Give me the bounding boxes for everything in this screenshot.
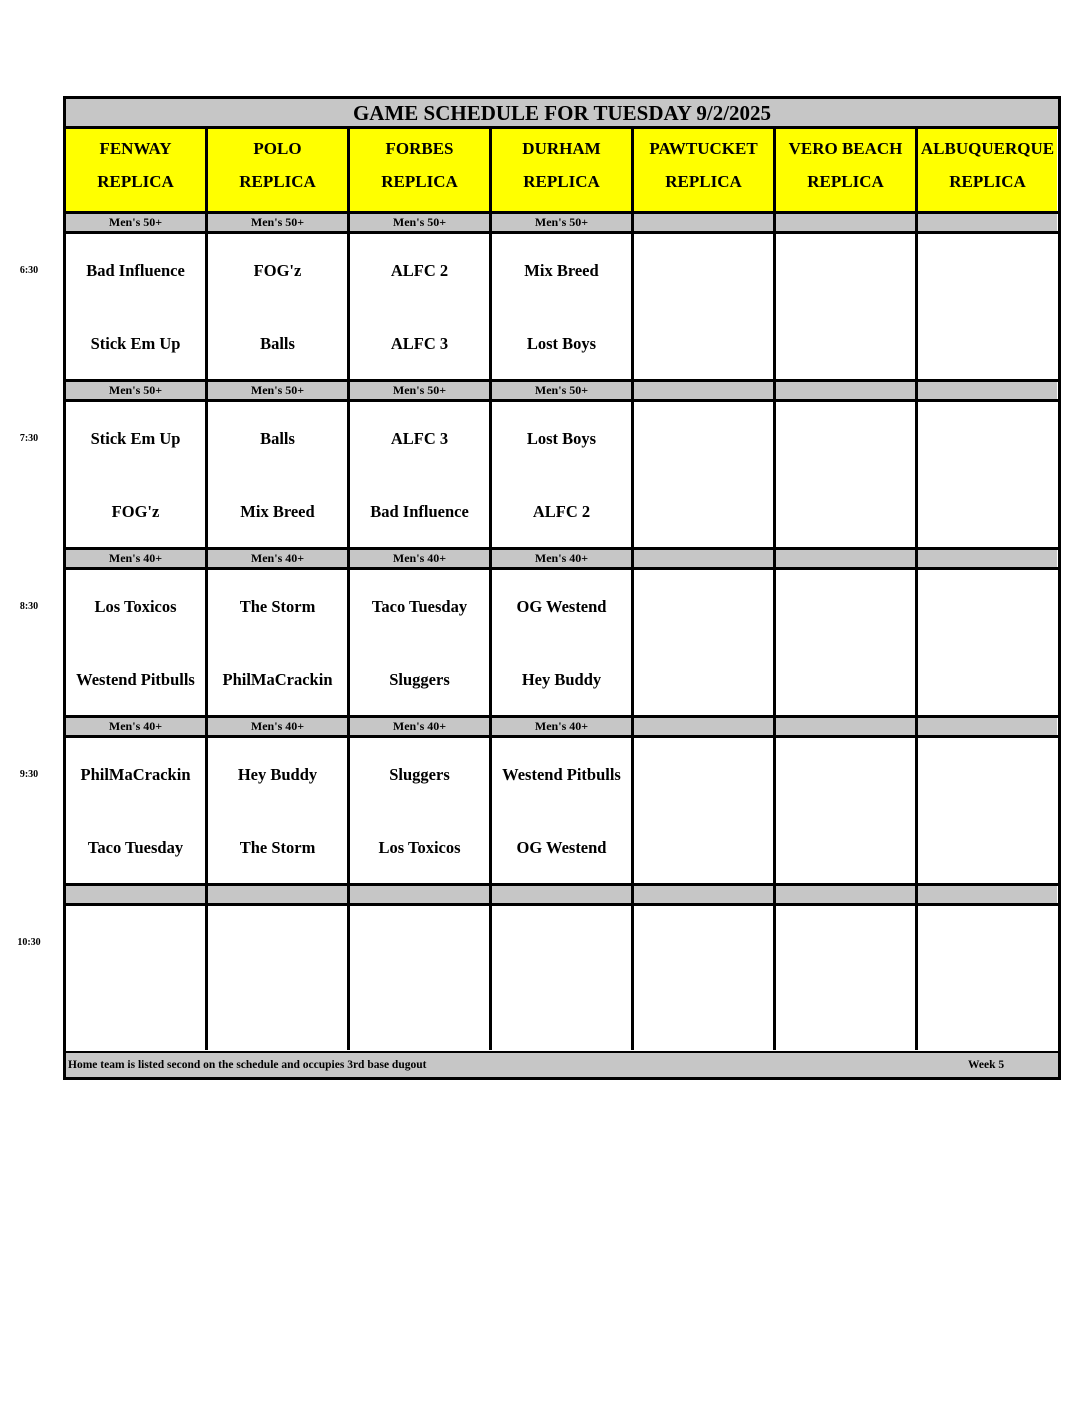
away-team: ALFC 2 (390, 261, 449, 280)
home-team: Hey Buddy (521, 670, 602, 689)
field-subtitle: REPLICA (523, 172, 600, 191)
division-label: Men's 40+ (66, 718, 205, 735)
home-team: ALFC 2 (532, 502, 591, 521)
home-team: Los Toxicos (378, 838, 461, 857)
game-cell (634, 570, 773, 715)
home-team: Mix Breed (240, 502, 315, 521)
division-label (634, 550, 773, 567)
division-label (776, 382, 915, 399)
game-cell (634, 738, 773, 883)
away-team: Bad Influence (86, 261, 185, 280)
game-cell (492, 906, 631, 1051)
game-cell (350, 906, 489, 1051)
field-header-5 (634, 129, 773, 211)
division-label: Men's 50+ (66, 214, 205, 231)
column-divider (489, 129, 492, 1050)
home-team: FOG'z (111, 502, 160, 521)
home-team: Taco Tuesday (87, 838, 184, 857)
game-cell (208, 234, 347, 379)
division-label (634, 886, 773, 903)
division-label: Men's 40+ (492, 718, 631, 735)
time-label: 8:30 (19, 601, 39, 612)
away-team: OG Westend (516, 597, 607, 616)
away-team: Mix Breed (524, 261, 599, 280)
game-cell (492, 234, 631, 379)
away-team: PhilMaCrackin (80, 765, 191, 784)
field-subtitle: REPLICA (807, 172, 884, 191)
game-cell (208, 906, 347, 1051)
division-label (66, 886, 205, 903)
division-label (918, 886, 1057, 903)
game-cell (350, 738, 489, 883)
column-divider (773, 129, 776, 1050)
division-label: Men's 40+ (208, 718, 347, 735)
field-header-4 (492, 129, 631, 211)
home-team: Lost Boys (526, 334, 597, 353)
game-cell (208, 738, 347, 883)
field-header-1 (66, 129, 205, 211)
division-label: Men's 40+ (66, 550, 205, 567)
division-label: Men's 50+ (350, 214, 489, 231)
field-subtitle: REPLICA (949, 172, 1026, 191)
field-name: FORBES (385, 139, 454, 158)
schedule-footer (66, 1053, 1058, 1077)
time-label: 6:30 (19, 265, 39, 276)
division-label: Men's 50+ (492, 382, 631, 399)
field-subtitle: REPLICA (381, 172, 458, 191)
field-name: VERO BEACH (788, 139, 903, 158)
division-label: Men's 50+ (208, 382, 347, 399)
home-team: The Storm (239, 838, 316, 857)
footer-note: Home team is listed second on the schedule and occupies 3rd base dugout (68, 1059, 427, 1071)
time-label: 10:30 (17, 937, 41, 948)
home-team: PhilMaCrackin (222, 670, 333, 689)
division-label (776, 214, 915, 231)
away-team: Hey Buddy (237, 765, 318, 784)
game-cell (66, 738, 205, 883)
division-label (918, 550, 1057, 567)
division-label (350, 886, 489, 903)
time-label: 9:30 (19, 769, 39, 780)
away-team: Sluggers (389, 765, 450, 784)
division-label: Men's 50+ (350, 382, 489, 399)
column-divider (347, 129, 350, 1050)
away-team: ALFC 3 (390, 429, 449, 448)
field-subtitle: REPLICA (97, 172, 174, 191)
division-label (634, 718, 773, 735)
division-label (634, 214, 773, 231)
field-header-3 (350, 129, 489, 211)
game-cell (66, 402, 205, 547)
field-header-7 (918, 129, 1057, 211)
field-subtitle: REPLICA (239, 172, 316, 191)
column-divider (631, 129, 634, 1050)
game-cell (776, 906, 915, 1051)
division-label: Men's 40+ (350, 718, 489, 735)
game-cell (918, 570, 1057, 715)
game-cell (918, 906, 1057, 1051)
division-label (776, 886, 915, 903)
schedule-table (63, 96, 1061, 1080)
division-label: Men's 50+ (208, 214, 347, 231)
column-divider (205, 129, 208, 1050)
game-cell (776, 570, 915, 715)
field-name: POLO (253, 139, 302, 158)
week-label: Week 5 (968, 1059, 1005, 1071)
field-subtitle: REPLICA (665, 172, 742, 191)
division-label (918, 382, 1057, 399)
division-label (918, 214, 1057, 231)
game-cell (208, 402, 347, 547)
field-name: PAWTUCKET (649, 139, 758, 158)
game-cell (918, 738, 1057, 883)
away-team: The Storm (239, 597, 316, 616)
home-team: Balls (260, 334, 295, 353)
game-cell (776, 234, 915, 379)
game-cell (350, 234, 489, 379)
game-cell (918, 402, 1057, 547)
division-label: Men's 40+ (492, 550, 631, 567)
home-team: Westend Pitbulls (76, 670, 195, 689)
division-label (492, 886, 631, 903)
home-team: OG Westend (516, 838, 607, 857)
away-team: Los Toxicos (94, 597, 177, 616)
division-label: Men's 40+ (350, 550, 489, 567)
away-team: Balls (260, 429, 295, 448)
schedule-title: GAME SCHEDULE FOR TUESDAY 9/2/2025 (66, 99, 1058, 129)
game-cell (350, 570, 489, 715)
division-label: Men's 50+ (66, 382, 205, 399)
home-team: Stick Em Up (90, 334, 181, 353)
field-name: DURHAM (522, 139, 601, 158)
game-cell (66, 906, 205, 1051)
division-label (776, 550, 915, 567)
game-cell (492, 738, 631, 883)
game-cell (918, 234, 1057, 379)
game-cell (492, 402, 631, 547)
field-header-6 (776, 129, 915, 211)
game-cell (350, 402, 489, 547)
game-cell (66, 234, 205, 379)
game-cell (66, 570, 205, 715)
division-label (634, 382, 773, 399)
field-name: FENWAY (99, 139, 172, 158)
home-team: Bad Influence (370, 502, 469, 521)
game-cell (776, 402, 915, 547)
division-label (918, 718, 1057, 735)
column-divider (915, 129, 918, 1050)
game-cell (776, 738, 915, 883)
division-label: Men's 50+ (492, 214, 631, 231)
game-cell (634, 402, 773, 547)
game-cell (492, 570, 631, 715)
division-label (208, 886, 347, 903)
game-cell (208, 570, 347, 715)
away-team: Taco Tuesday (371, 597, 468, 616)
time-label: 7:30 (19, 433, 39, 444)
division-label (776, 718, 915, 735)
away-team: Westend Pitbulls (502, 765, 621, 784)
field-name: ALBUQUERQUE (920, 139, 1055, 158)
away-team: FOG'z (253, 261, 302, 280)
away-team: Stick Em Up (90, 429, 181, 448)
game-cell (634, 906, 773, 1051)
home-team: ALFC 3 (390, 334, 449, 353)
field-header-2 (208, 129, 347, 211)
away-team: Lost Boys (526, 429, 597, 448)
division-label: Men's 40+ (208, 550, 347, 567)
game-cell (634, 234, 773, 379)
home-team: Sluggers (389, 670, 450, 689)
